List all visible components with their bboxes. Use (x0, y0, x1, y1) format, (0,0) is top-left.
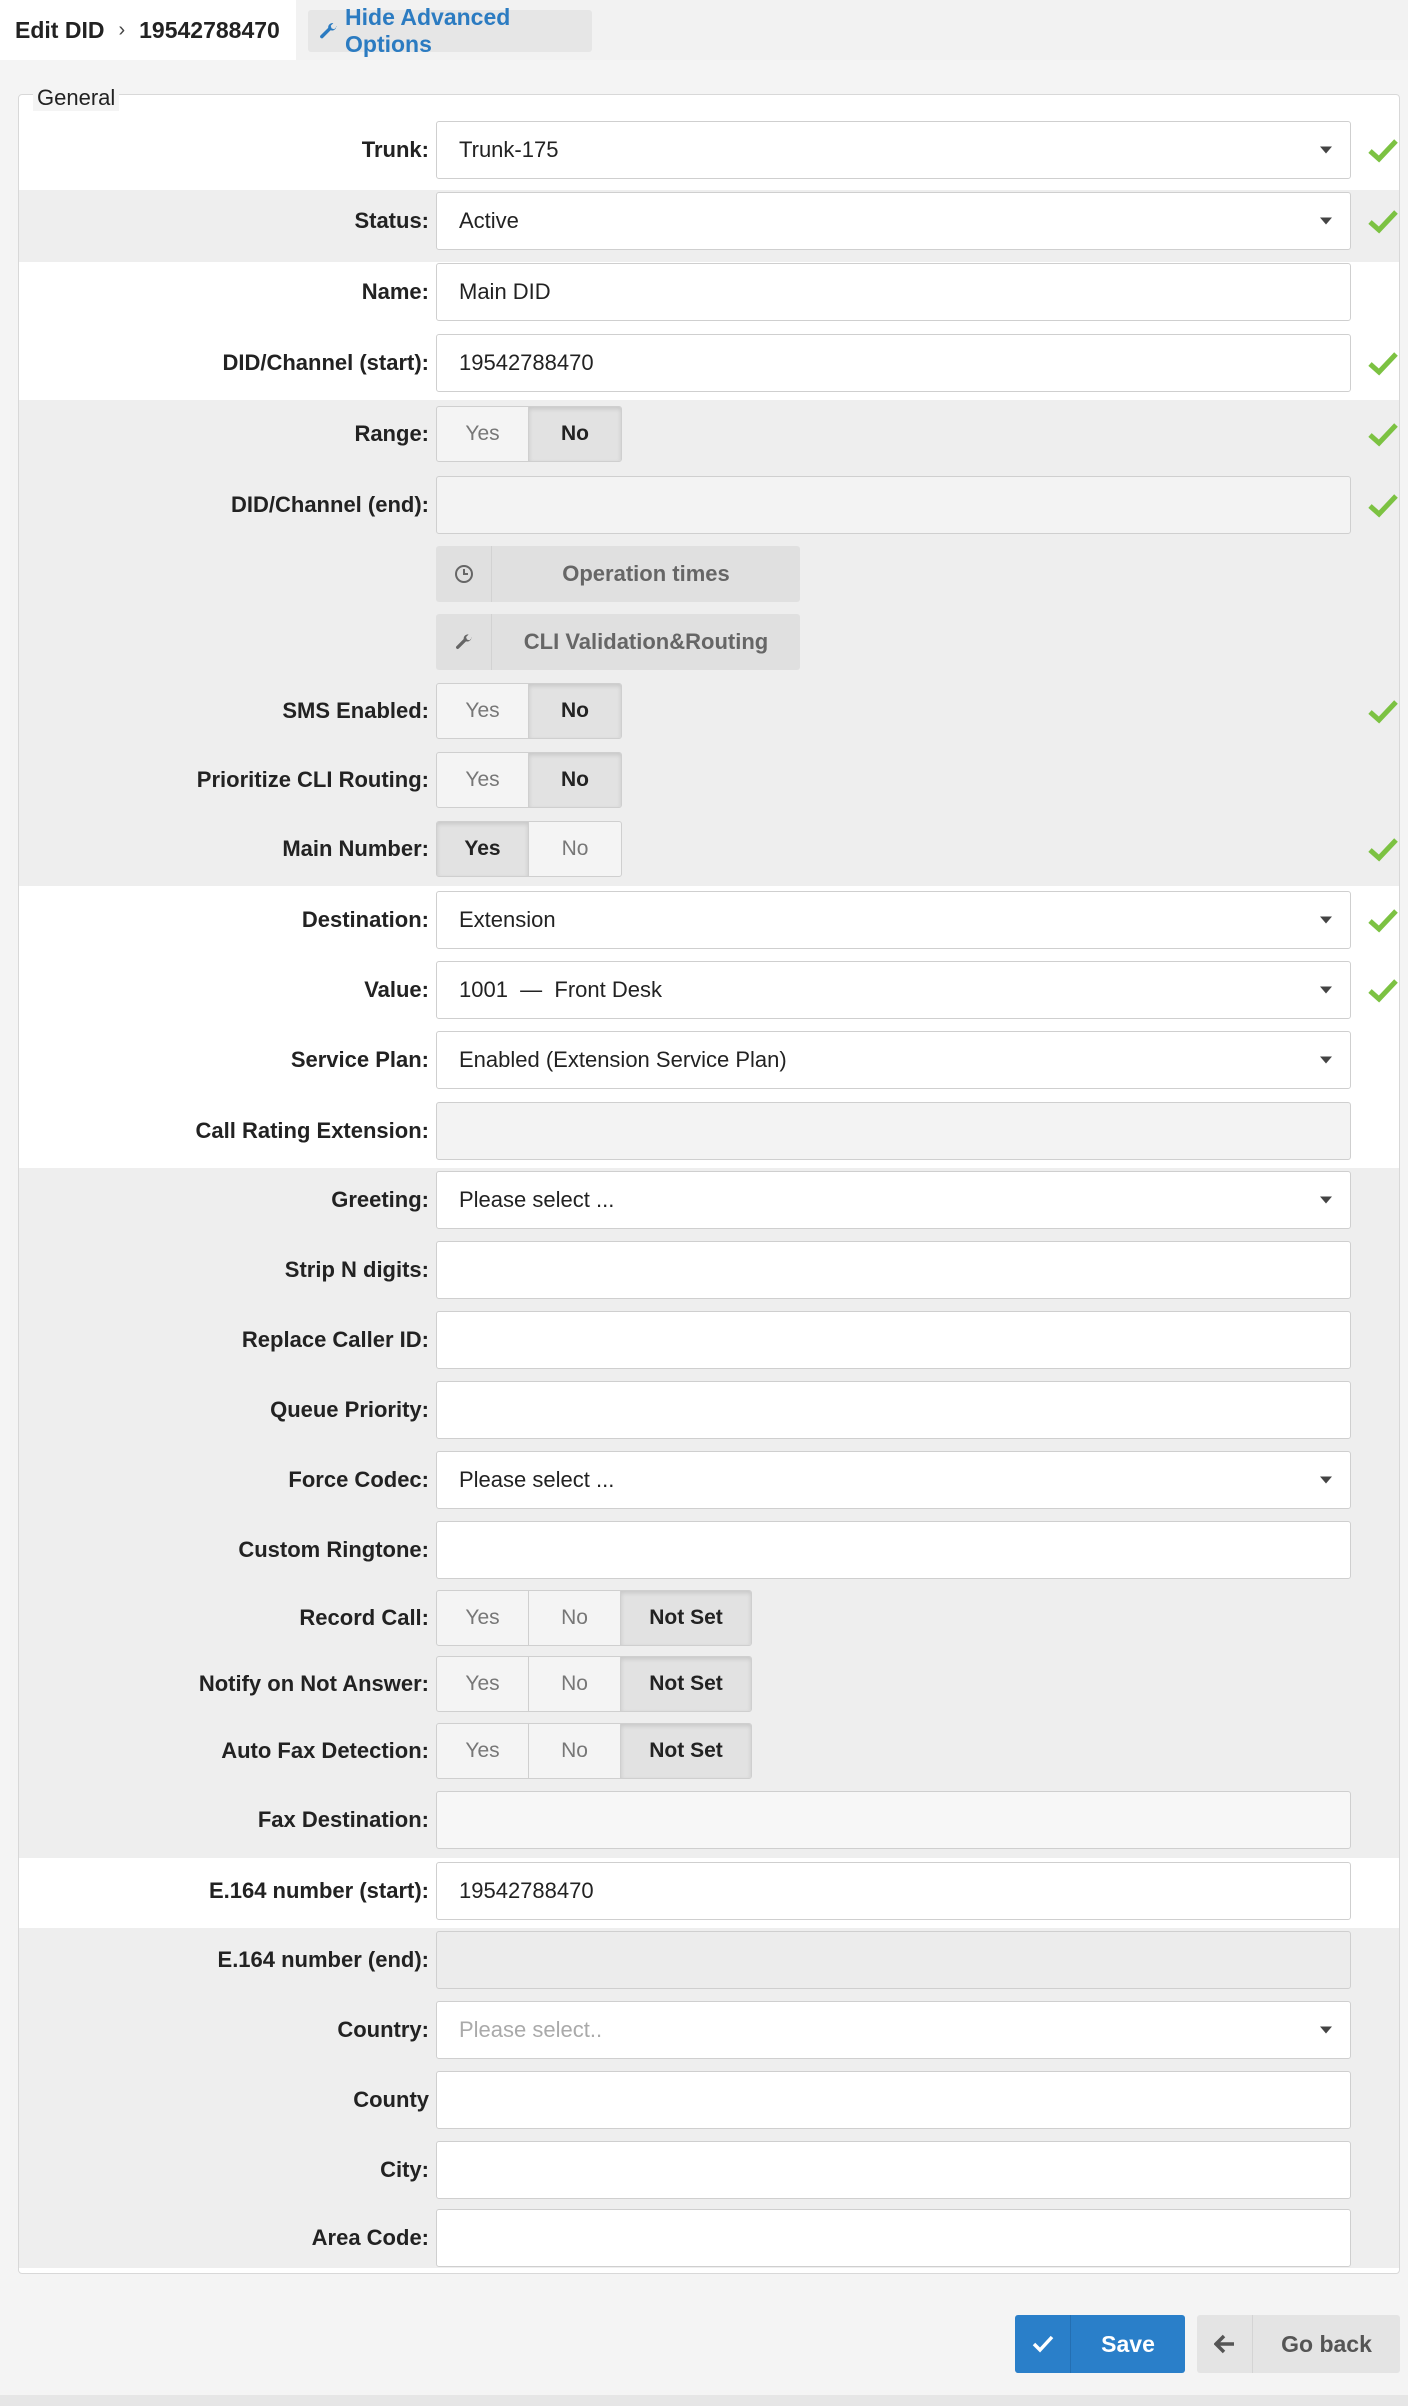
name-row (19, 256, 1399, 328)
country-row (19, 1995, 1399, 2065)
did-start-input[interactable]: 19542788470 (436, 334, 1351, 392)
prioritize-cli-row (19, 746, 1399, 814)
force-codec-row (19, 1445, 1399, 1515)
queue-priority-input[interactable] (436, 1381, 1351, 1439)
range-no-option[interactable]: No (529, 407, 621, 461)
trunk-label: Trunk: (361, 137, 429, 162)
checkmark-icon (1367, 420, 1399, 448)
status-select[interactable]: Active (436, 192, 1351, 250)
range-toggle (436, 406, 622, 462)
e164-start-input[interactable]: 19542788470 (436, 1862, 1351, 1920)
wrench-icon (318, 20, 339, 42)
value-select[interactable]: 1001 — Front Desk (436, 961, 1351, 1019)
arrow-left-icon (1197, 2315, 1253, 2373)
sms-enabled-row (19, 677, 1399, 745)
main-number-toggle (436, 821, 622, 877)
checkmark-icon (1367, 976, 1399, 1004)
area-code-label: Area Code: (311, 2225, 429, 2250)
custom-ringtone-row (19, 1515, 1399, 1585)
prioritize-no-option[interactable]: No (529, 753, 621, 807)
did-end-input[interactable] (436, 476, 1351, 534)
range-row (19, 398, 1399, 470)
e164-end-row (19, 1925, 1399, 1995)
city-label: City: (380, 2157, 429, 2182)
city-row (19, 2135, 1399, 2205)
notify-not-answer-toggle (436, 1656, 752, 1712)
value-row (19, 955, 1399, 1025)
trunk-row (19, 114, 1399, 186)
value-label: Value: (364, 977, 429, 1002)
name-label: Name: (361, 279, 429, 304)
e164-end-input[interactable] (436, 1931, 1351, 1989)
operation-times-label: Operation times (562, 561, 730, 586)
record-call-toggle (436, 1590, 752, 1646)
destination-select[interactable]: Extension (436, 891, 1351, 949)
record-call-no-option[interactable]: No (529, 1591, 621, 1645)
chevron-down-icon (1320, 1477, 1332, 1484)
prioritize-cli-label: Prioritize CLI Routing: (196, 767, 429, 792)
record-call-label: Record Call: (299, 1605, 429, 1630)
strip-digits-row (19, 1235, 1399, 1305)
cli-validation-label: CLI Validation&Routing (523, 629, 769, 654)
e164-start-label: E.164 number (start): (208, 1878, 429, 1903)
notify-notset-option[interactable]: Not Set (621, 1657, 751, 1711)
checkmark-icon (1367, 835, 1399, 863)
main-number-no-option[interactable]: No (561, 837, 589, 860)
save-button[interactable] (1015, 2315, 1185, 2373)
area-code-row (19, 2203, 1399, 2273)
notify-not-answer-label: Notify on Not Answer: (198, 1671, 429, 1696)
fax-destination-input[interactable] (436, 1791, 1351, 1849)
prioritize-yes-option[interactable]: Yes (437, 753, 529, 807)
queue-priority-row (19, 1375, 1399, 1445)
strip-digits-label: Strip N digits: (284, 1257, 429, 1282)
greeting-label: Greeting: (331, 1187, 429, 1212)
replace-caller-id-row (19, 1305, 1399, 1375)
replace-caller-id-label: Replace Caller ID: (241, 1327, 429, 1352)
service-plan-label: Service Plan: (290, 1047, 429, 1072)
auto-fax-no-option[interactable]: No (529, 1724, 621, 1778)
wrench-icon (436, 614, 492, 670)
trunk-select[interactable]: Trunk-175 (436, 121, 1351, 179)
chevron-down-icon (1320, 2027, 1332, 2034)
strip-digits-input[interactable] (436, 1241, 1351, 1299)
breadcrumb-title: Edit DID (15, 16, 105, 43)
did-start-row (19, 327, 1399, 399)
chevron-down-icon (1320, 1057, 1332, 1064)
checkmark-icon (1367, 349, 1399, 377)
auto-fax-notset-option[interactable]: Not Set (621, 1724, 751, 1778)
did-end-row (19, 469, 1399, 541)
did-start-label: DID/Channel (start): (222, 350, 429, 375)
status-row (19, 185, 1399, 257)
cli-validation-button[interactable] (436, 614, 800, 670)
hide-advanced-options-button[interactable] (308, 4, 592, 57)
checkmark-icon (1367, 697, 1399, 725)
chevron-down-icon (1320, 917, 1332, 924)
prioritize-cli-toggle (436, 752, 622, 808)
e164-start-row (19, 1855, 1399, 1927)
did-end-label: DID/Channel (end): (231, 492, 429, 517)
fax-destination-row (19, 1785, 1399, 1855)
force-codec-select[interactable]: Please select ... (436, 1451, 1351, 1509)
hide-advanced-options-label: Hide Advanced Options (345, 4, 511, 57)
notify-not-answer-row (19, 1651, 1399, 1717)
call-rating-input[interactable] (436, 1102, 1351, 1160)
notify-yes-option[interactable]: Yes (437, 1657, 529, 1711)
area-code-input[interactable] (436, 2209, 1351, 2267)
call-rating-label: Call Rating Extension: (195, 1118, 429, 1143)
record-call-yes-option[interactable]: Yes (437, 1591, 529, 1645)
country-select[interactable]: Please select.. (436, 2001, 1351, 2059)
auto-fax-label: Auto Fax Detection: (221, 1738, 429, 1763)
operation-times-button[interactable] (436, 546, 800, 602)
top-bar (0, 0, 1408, 60)
sms-enabled-toggle (436, 683, 622, 739)
general-legend: General (33, 85, 119, 111)
greeting-row (19, 1165, 1399, 1235)
chevron-down-icon (1320, 987, 1332, 994)
service-plan-select[interactable]: Enabled (Extension Service Plan) (436, 1031, 1351, 1089)
chevron-down-icon (1320, 1197, 1332, 1204)
main-number-row (19, 815, 1399, 883)
status-label: Status: (354, 208, 429, 233)
sms-yes-option[interactable]: Yes (437, 684, 529, 738)
force-codec-label: Force Codec: (288, 1467, 429, 1492)
e164-end-label: E.164 number (end): (217, 1947, 429, 1972)
checkmark-icon (1367, 207, 1399, 235)
chevron-down-icon (1320, 147, 1332, 154)
county-input[interactable] (436, 2071, 1351, 2129)
chevron-down-icon (1320, 218, 1332, 225)
clock-icon (436, 546, 492, 602)
record-call-notset-option[interactable]: Not Set (621, 1591, 751, 1645)
breadcrumb-separator: › (118, 18, 126, 41)
record-call-row (19, 1585, 1399, 1651)
auto-fax-toggle (436, 1723, 752, 1779)
replace-caller-id-input[interactable] (436, 1311, 1351, 1369)
breadcrumb-record: 19542788470 (139, 16, 280, 43)
checkmark-icon (1015, 2315, 1071, 2373)
service-plan-row (19, 1025, 1399, 1095)
range-yes-option[interactable]: Yes (437, 407, 529, 461)
checkmark-icon (1367, 491, 1399, 519)
queue-priority-label: Queue Priority: (270, 1397, 429, 1422)
fax-destination-label: Fax Destination: (257, 1807, 429, 1832)
city-input[interactable] (436, 2141, 1351, 2199)
call-rating-row (19, 1095, 1399, 1167)
range-label: Range: (354, 421, 429, 446)
county-label: County (353, 2087, 429, 2112)
operation-times-row (19, 541, 1399, 607)
checkmark-icon (1367, 906, 1399, 934)
custom-ringtone-input[interactable] (436, 1521, 1351, 1579)
auto-fax-row (19, 1717, 1399, 1785)
sms-no-option[interactable]: No (529, 684, 621, 738)
checkmark-icon (1367, 136, 1399, 164)
country-label: Country: (337, 2017, 429, 2042)
auto-fax-yes-option[interactable]: Yes (437, 1724, 529, 1778)
destination-row (19, 885, 1399, 955)
main-number-label: Main Number: (282, 836, 429, 861)
save-label: Save (1101, 2330, 1155, 2357)
go-back-button[interactable] (1197, 2315, 1400, 2373)
main-number-yes-option[interactable]: Yes (437, 822, 529, 876)
cli-validation-row (19, 609, 1399, 675)
destination-label: Destination: (301, 907, 429, 932)
notify-no-option[interactable]: No (529, 1657, 621, 1711)
go-back-label: Go back (1281, 2330, 1372, 2357)
footer-bar (0, 2395, 1408, 2406)
breadcrumb (0, 0, 296, 60)
greeting-select[interactable]: Please select ... (436, 1171, 1351, 1229)
county-row (19, 2065, 1399, 2135)
sms-enabled-label: SMS Enabled: (282, 698, 429, 723)
name-input[interactable]: Main DID (436, 263, 1351, 321)
custom-ringtone-label: Custom Ringtone: (238, 1537, 429, 1562)
